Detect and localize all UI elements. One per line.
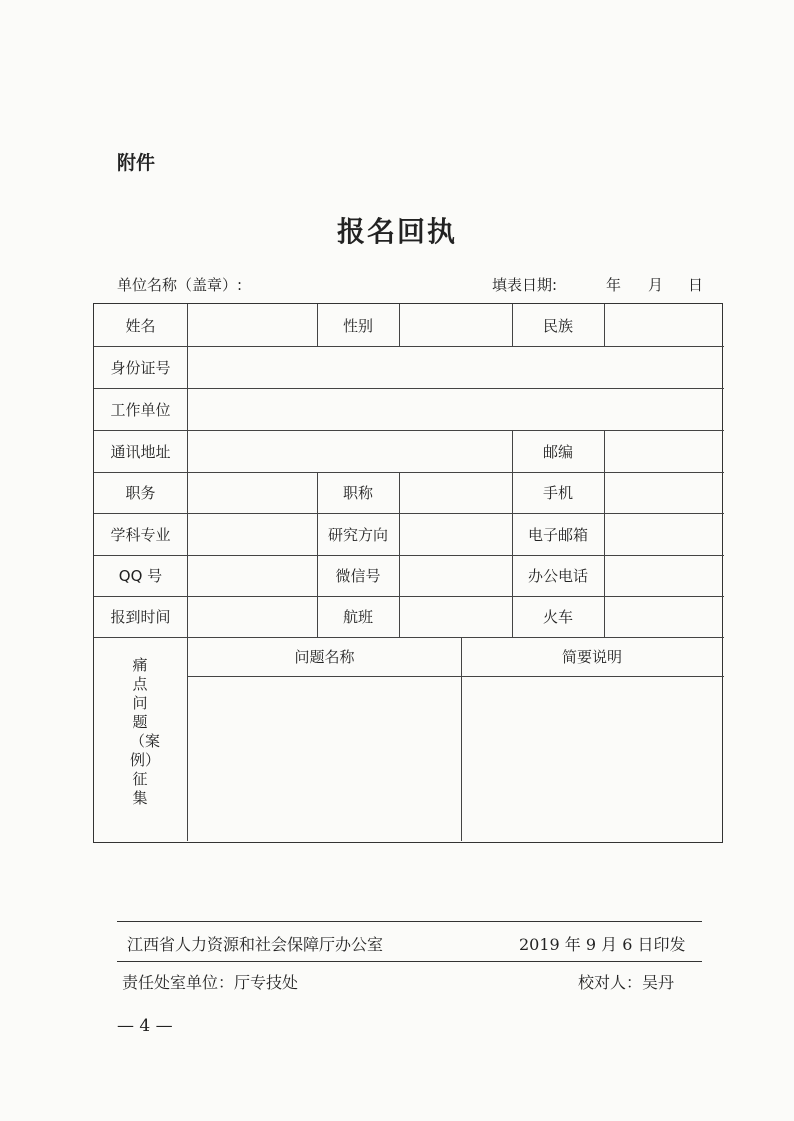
unit-name-label: 单位名称（盖章）:: [117, 276, 243, 294]
brief-description-header: 简要说明: [561, 648, 622, 666]
research-label: 研究方向: [327, 525, 388, 544]
attachment-label: 附件: [117, 152, 156, 174]
issue-name-header: 问题名称: [294, 648, 355, 666]
fill-date-month: 月: [648, 276, 664, 294]
gender-label: 性别: [342, 316, 373, 335]
office-phone-label: 办公电话: [527, 567, 588, 585]
ethnicity-label: 民族: [542, 316, 573, 335]
email-label: 电子邮箱: [527, 525, 588, 544]
wechat-field[interactable]: [400, 555, 512, 596]
address-label: 通讯地址: [110, 442, 171, 461]
title-field[interactable]: [400, 472, 512, 513]
employer-label: 工作单位: [110, 400, 171, 419]
office-phone-field[interactable]: [605, 555, 722, 596]
issuer-text: 江西省人力资源和社会保障厅办公室: [127, 935, 384, 954]
position-label: 职务: [125, 484, 156, 502]
postcode-field[interactable]: [605, 430, 722, 472]
issue-date-text: 2019 年 9 月 6 日印发: [519, 935, 686, 954]
footer-rule-middle: [117, 961, 702, 962]
flight-label: 航班: [342, 608, 373, 626]
page-title: 报名回执: [336, 215, 457, 248]
gender-field[interactable]: [400, 304, 512, 346]
major-label: 学科专业: [110, 525, 171, 544]
fill-date-day: 日: [688, 276, 704, 294]
title-label: 职称: [342, 484, 373, 502]
page-number: — 4 —: [117, 1016, 173, 1036]
employer-field[interactable]: [188, 388, 722, 430]
train-field[interactable]: [605, 596, 722, 637]
qq-label: QQ 号: [118, 567, 163, 585]
ethnicity-field[interactable]: [605, 304, 722, 346]
wechat-label: 微信号: [335, 567, 381, 585]
id-number-label: 身份证号: [110, 358, 171, 377]
major-field[interactable]: [188, 513, 317, 555]
fill-date-label: 填表日期:: [492, 276, 558, 294]
qq-field[interactable]: [188, 555, 317, 596]
email-field[interactable]: [605, 513, 722, 555]
registration-form-table: [93, 303, 723, 843]
pain-points-label: 痛点问题（案例）征集: [130, 656, 161, 807]
name-field[interactable]: [188, 304, 317, 346]
position-field[interactable]: [188, 472, 317, 513]
footer-rule-top: [117, 921, 702, 922]
issue-name-field[interactable]: [188, 677, 461, 841]
train-label: 火车: [542, 608, 573, 626]
research-field[interactable]: [400, 513, 512, 555]
arrival-time-label: 报到时间: [110, 608, 171, 626]
flight-field[interactable]: [400, 596, 512, 637]
brief-description-field[interactable]: [462, 677, 722, 841]
name-label: 姓名: [125, 316, 156, 335]
mobile-label: 手机: [542, 484, 573, 502]
fill-date-year: 年: [606, 276, 622, 294]
responsible-unit-text: 责任处室单位：厅专技处: [122, 973, 299, 992]
address-field[interactable]: [188, 430, 512, 472]
postcode-label: 邮编: [542, 442, 573, 461]
id-number-field[interactable]: [188, 346, 722, 388]
arrival-time-field[interactable]: [188, 596, 317, 637]
mobile-field[interactable]: [605, 472, 722, 513]
proofreader-text: 校对人：吴丹: [578, 973, 675, 992]
